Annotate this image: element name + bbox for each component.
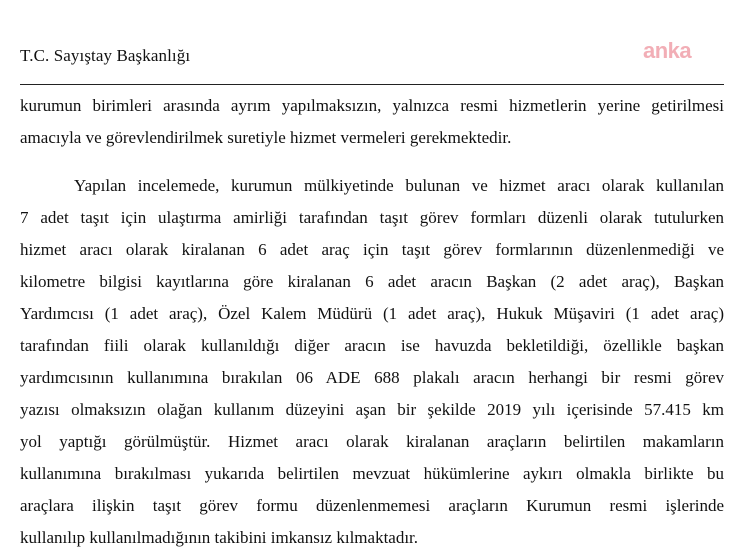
text-line: yol yaptığı görülmüştür. Hizmet aracı olarak kiralanan araçların belirtilen makamların [20,432,724,451]
text-line: kilometre bilgisi kayıtlarına göre kiralanan 6 adet aracın Başkan (2 adet araç), Başkan [20,272,724,291]
text-line: araçlara ilişkin taşıt görev formu düzenlenmemesi araçların Kurumun resmi işlerinde [20,496,724,515]
text-line: Yardımcısı (1 adet araç), Özel Kalem Müdürü (1 adet araç), Hukuk Müşaviri (1 adet araç) [20,304,724,323]
text-line: tarafından fiili olarak kullanıldığı diğer aracın ise havuzda bekletildiği, özellikle başkan [20,336,724,355]
text-line: hizmet aracı olarak kiralanan 6 adet araç için taşıt görev formlarının düzenlenmediği ve [20,240,724,259]
text-line: 7 adet taşıt için ulaştırma amirliği tarafından taşıt görev formları düzenli olarak tutulurken [20,208,724,227]
text-line: kurumun birimleri arasında ayrım yapılmaksızın, yalnızca resmi hizmetlerin yerine getirilmesi [20,96,724,115]
text-line: amacıyla ve görevlendirilmek suretiyle hizmet vermeleri gerekmektedir. [20,128,512,147]
header-divider [20,84,724,85]
text-line: yazısı olmaksızın olağan kullanım düzeyini aşan bir şekilde 2019 yılı içerisinde 57.415 km [20,400,724,419]
text-line: kullanılıp kullanılmadığının takibini imkansız kılmaktadır. [20,528,419,547]
text-line: yardımcısının kullanımına bırakılan 06 ADE 688 plakalı aracın herhangi bir resmi görev [20,368,724,387]
document-header-title: T.C. Sayıştay Başkanlığı [20,46,191,65]
text-line: Yapılan incelemede, kurumun mülkiyetinde bulunan ve hizmet aracı olarak kullanılan [74,176,724,195]
anka-watermark-logo: anka [643,38,692,63]
text-line: kullanımına bırakılması yukarıda belirtilen mevzuat hükümlerine aykırı olmakla birlikte bu [20,464,724,483]
